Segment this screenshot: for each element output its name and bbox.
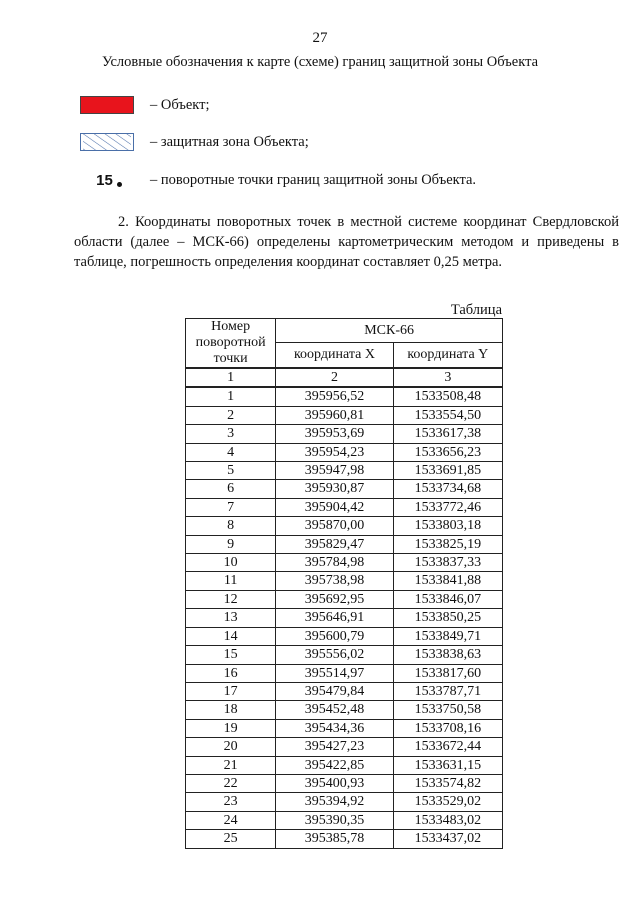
header-point-number: Номер поворотной точки [186, 319, 276, 369]
table-row [186, 738, 503, 756]
point-number-cell: 2 [186, 406, 276, 424]
table-row [186, 425, 503, 443]
table-row [186, 498, 503, 516]
coord-y-cell: 1533656,23 [393, 443, 502, 461]
coord-y-cell: 1533817,60 [393, 664, 502, 682]
coord-x-cell: 395390,35 [276, 811, 393, 829]
coord-y-cell: 1533803,18 [393, 517, 502, 535]
coord-x-cell: 395427,23 [276, 738, 393, 756]
coord-y-cell: 1533483,02 [393, 811, 502, 829]
table-row [186, 590, 503, 608]
coord-y-cell: 1533691,85 [393, 462, 502, 480]
table-row [186, 517, 503, 535]
table-row [186, 756, 503, 774]
coord-y-cell: 1533437,02 [393, 830, 502, 848]
table-row [186, 682, 503, 700]
coord-x-cell: 395422,85 [276, 756, 393, 774]
table-row [186, 387, 503, 406]
coord-x-cell: 395514,97 [276, 664, 393, 682]
coord-x-cell: 395870,00 [276, 517, 393, 535]
coord-x-cell: 395956,52 [276, 387, 393, 406]
point-number-cell: 24 [186, 811, 276, 829]
table-row [186, 719, 503, 737]
coord-y-cell: 1533838,63 [393, 646, 502, 664]
table-caption: Таблица [450, 302, 502, 318]
coord-x-cell: 395953,69 [276, 425, 393, 443]
coord-y-cell: 1533825,19 [393, 535, 502, 553]
table-row [186, 627, 503, 645]
coord-y-cell: 1533617,38 [393, 425, 502, 443]
table-row [186, 572, 503, 590]
turning-point-icon: 15 [96, 172, 122, 189]
hatch-swatch [80, 133, 134, 151]
table-row [186, 535, 503, 553]
header-coord-y: координата Y [393, 343, 502, 368]
legend-item-label: – Объект; [150, 96, 210, 113]
point-number-cell: 17 [186, 682, 276, 700]
point-number-cell: 5 [186, 462, 276, 480]
numbering-row: 1 2 3 [186, 368, 503, 387]
page-number: 27 [312, 30, 328, 46]
object-swatch [80, 96, 134, 114]
table-row [186, 646, 503, 664]
coord-x-cell: 395600,79 [276, 627, 393, 645]
point-number-cell: 4 [186, 443, 276, 461]
coord-y-cell: 1533837,33 [393, 554, 502, 572]
legend-item-label: – поворотные точки границ защитной зоны Объекта. [150, 171, 477, 188]
coord-y-cell: 1533787,71 [393, 682, 502, 700]
coord-x-cell: 395479,84 [276, 682, 393, 700]
coord-x-cell: 395452,48 [276, 701, 393, 719]
point-number-cell: 18 [186, 701, 276, 719]
coord-y-cell: 1533554,50 [393, 406, 502, 424]
header-coord-x: координата X [276, 343, 393, 368]
coord-x-cell: 395400,93 [276, 774, 393, 792]
point-number-cell: 12 [186, 590, 276, 608]
coord-y-cell: 1533841,88 [393, 572, 502, 590]
coord-x-cell: 395556,02 [276, 646, 393, 664]
coord-y-cell: 1533846,07 [393, 590, 502, 608]
point-number-cell: 21 [186, 756, 276, 774]
point-number-cell: 25 [186, 830, 276, 848]
point-number-cell: 8 [186, 517, 276, 535]
coord-x-cell: 395738,98 [276, 572, 393, 590]
header-msk66: МСК-66 [276, 319, 503, 343]
legend-item-zone [80, 131, 309, 153]
point-number-cell: 7 [186, 498, 276, 516]
coordinates-paragraph: 2. Координаты поворотных точек в местной системе координат Свердловской области (далее – МСК-66) определены картометрическим методом и приведены в таблице, погрешность определения координат составляет 0,25 метра. [74, 214, 619, 270]
table-row [186, 830, 503, 848]
point-number-cell: 19 [186, 719, 276, 737]
coord-x-cell: 395960,81 [276, 406, 393, 424]
point-number-cell: 14 [186, 627, 276, 645]
coord-x-cell: 395904,42 [276, 498, 393, 516]
coord-y-cell: 1533631,15 [393, 756, 502, 774]
coord-y-cell: 1533672,44 [393, 738, 502, 756]
coord-y-cell: 1533772,46 [393, 498, 502, 516]
coord-x-cell: 395692,95 [276, 590, 393, 608]
table-row [186, 774, 503, 792]
point-number-cell: 9 [186, 535, 276, 553]
point-number-cell: 13 [186, 609, 276, 627]
coord-y-cell: 1533574,82 [393, 774, 502, 792]
coord-x-cell: 395784,98 [276, 554, 393, 572]
legend-item-points [80, 169, 476, 191]
table-row [186, 443, 503, 461]
coord-y-cell: 1533750,58 [393, 701, 502, 719]
coord-x-cell: 395394,92 [276, 793, 393, 811]
coord-y-cell: 1533508,48 [393, 387, 502, 406]
point-number-cell: 3 [186, 425, 276, 443]
coord-x-cell: 395385,78 [276, 830, 393, 848]
coord-x-cell: 395954,23 [276, 443, 393, 461]
coordinates-table [185, 318, 503, 849]
coord-x-cell: 395434,36 [276, 719, 393, 737]
point-number-cell: 23 [186, 793, 276, 811]
table-row [186, 793, 503, 811]
coord-x-cell: 395947,98 [276, 462, 393, 480]
point-number-cell: 15 [186, 646, 276, 664]
point-number-cell: 10 [186, 554, 276, 572]
coord-x-cell: 395829,47 [276, 535, 393, 553]
table-row [186, 609, 503, 627]
coord-y-cell: 1533850,25 [393, 609, 502, 627]
table-row [186, 701, 503, 719]
point-number-cell: 11 [186, 572, 276, 590]
table-row [186, 480, 503, 498]
legend-item-label: – защитная зона Объекта; [150, 133, 309, 150]
table-row [186, 811, 503, 829]
coord-y-cell: 1533529,02 [393, 793, 502, 811]
point-number-cell: 22 [186, 774, 276, 792]
coord-y-cell: 1533849,71 [393, 627, 502, 645]
legend-title: Условные обозначения к карте (схеме) границ защитной зоны Объекта [101, 54, 539, 70]
table-row [186, 462, 503, 480]
table-row [186, 554, 503, 572]
coord-x-cell: 395646,91 [276, 609, 393, 627]
point-number-cell: 16 [186, 664, 276, 682]
coord-y-cell: 1533734,68 [393, 480, 502, 498]
point-number-cell: 1 [186, 387, 276, 406]
coord-y-cell: 1533708,16 [393, 719, 502, 737]
legend-item-object [80, 94, 210, 116]
table-row [186, 406, 503, 424]
table-row [186, 664, 503, 682]
coord-x-cell: 395930,87 [276, 480, 393, 498]
point-number-cell: 20 [186, 738, 276, 756]
point-number-cell: 6 [186, 480, 276, 498]
